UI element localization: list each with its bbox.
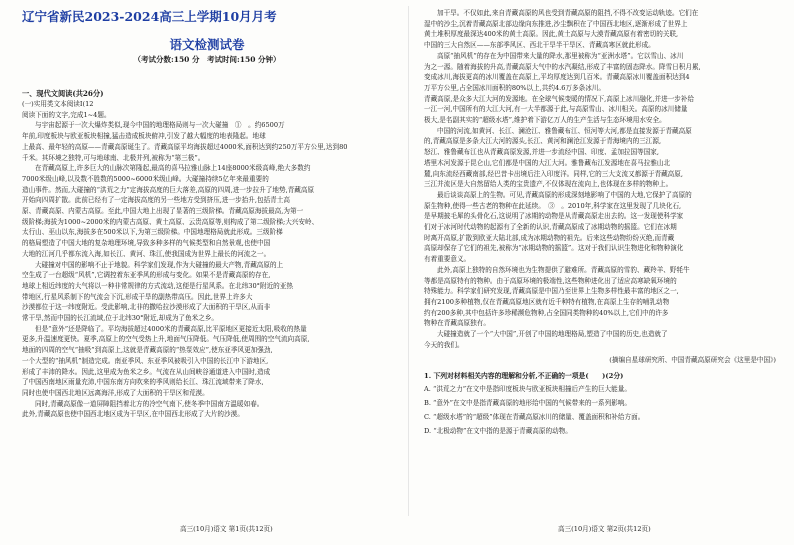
paragraph-line: 加干旱。不仅如此,来自青藏高原的风也受到青藏高原的阻挡,不得不改变运动轨迹。它们在 [437,9,699,17]
paragraph-line: 今天的我们。 [424,340,464,349]
page-1 [22,0,392,545]
paragraph-line: 一江一河,中国所有的大江大河,有一大半都源于此,与高原雪山、冰川相关。高原的冰川储量 [424,105,688,114]
exam-title: 辽宁省新民2023-2024高三上学期10月月考 [22,9,277,24]
paragraph-line: 特殊能力。科学家们研究发现,青藏高原是中国乃至世界上生物多样性最丰富的地区之一, [424,287,679,296]
paragraph-line: 中国的三大自然区——东部季风区、西北干旱半干旱区、青藏高寒区就此形成。 [424,41,655,50]
paragraph-line: 有着重要意义。 [424,255,471,264]
paragraph-line: 最后谈谈高原上的生物。可见,青藏高原的形成深刻地影响了中国的大地,它保护了高原的 [437,190,692,199]
paragraph-line: 同时也使中国西北地区远离海洋,形成了大面积的干旱区和荒漠。 [22,388,209,397]
page-divider [408,6,409,516]
paragraph-line: 中国的河流,如黄河、长江、澜沧江、雅鲁藏布江、恒河等大河,都是直接发源于青藏高原 [437,126,692,135]
paragraph-line: 此外,高原上独特的自然环境也为生物提供了避难所。青藏高原的雪豹、藏羚羊、野牦牛 [437,265,690,274]
paragraph-line: 级阶梯;海拔为1000~2000米的内蒙古高原、黄土高原、云贵高原等,则构成了第二级阶梯;大兴安岭、 [22,217,319,226]
text-line: (一)实用类文本阅读Ⅰ(12 [22,100,94,108]
paragraph-line: 形成了丰沛的降水。因此,这里成为鱼米之乡。气流在从山间峡谷通道进入中国时,造成 [22,367,271,376]
question-option: C. “超级水塔”的“超级”体现在青藏高原冰川的储量、覆盖面积和补给方面。 [424,412,645,421]
paragraph-line: 高原却保存了它们的祖先,被称为“冰期动物的摇篮”。这对于我们认识生物进化和物种演化 [424,244,684,253]
question-1-options [424,382,776,438]
paragraph-line: 青藏高原,是众多大江大河的发源地。在全球气候变暖的情况下,高原上冰川融化,并进一步补给 [424,94,695,103]
paragraph-line: 上最高、最年轻的高原——青藏高原诞生了。青藏高原平均海拔超过4000米,面积达到约250万平方公里,达到80 [22,142,348,151]
paragraph-line: 湿中的沙尘,沉着青藏高原北部边缘向东推进,沙尘飘积在了中国西北地区,逐渐形成了世界上 [424,19,688,28]
paragraph-line: 是早期披毛犀的头骨化石,这说明了冰期的动物是从青藏高原走出去的。这一发现使科学家 [424,212,684,221]
question-option: D. “北极动物”在文中指的是源于青藏高原的动物。 [424,426,572,435]
paragraph-line: 大碰撞造就了一个“大中国”,开创了中国的地理格局,塑造了中国的历史,也造就了 [437,330,668,339]
reading-intro [22,99,392,120]
paragraph-line: 更多,升温速度更快。夏季,高原上的空气受热上升,地面气压降低。气压降低,使周围的空气流向高原, [22,335,310,344]
paragraph-line: 但是“意外”还是降临了。平均海拔超过4000米的青藏高原,比平原地区更接近太阳,吸收的热量 [35,324,307,333]
paragraph-line: 与宇宙起源于一次大爆炸类似,现今中国的地理格局则与一次大碰撞 ① 。约6500万 [35,121,285,130]
page-2 [424,0,776,545]
text-line: 阅读下面的文字,完成1~4题。 [22,110,111,119]
paragraph-line: 空生成了一台超级“风机”,它调控着东亚季风的形成与变化。如果不是青藏高原的存在, [22,271,271,280]
paragraph-line: 沙漠都位于这一纬度附近。受此影响,北非的撒哈拉沙漠形成了大面积的干旱区,从而非 [22,303,271,312]
question-option: A. “洪荒之力”在文中是指印度板块与欧亚板块相撞后产生的巨大能量。 [424,384,631,393]
page-1-footer: 高三(10月)语文 第1页(共12页) [180,525,273,533]
page-2-footer: 高三(10月)语文 第2页(共12页) [558,525,651,533]
paragraph-line: 太行山、巫山以东,海拔多在500米以下,为第三级阶梯。中国地理格局就此形成。三级阶梯 [22,228,283,237]
paragraph-line: 大地的江河几乎都东流入海,如长江、黄河、珠江,使我国成为世界上最长的河流之一。 [22,249,271,258]
paragraph-line: 极大,是名副其实的“超级水塔”,维护着下游亿万人的生产生活与生态环境用水安全。 [424,116,666,125]
paragraph-line: 变成冰川,海拔更高的冰川覆盖在高原上,平均厚度达到几百米。青藏高原冰川覆盖面积达到4 [424,73,690,82]
paragraph-line: 大碰撞对中国的影响不止于地貌。科学家们发现,作为大碰撞的最大产物,青藏高原的上 [35,260,284,269]
reading-passage-part1 [22,120,392,420]
paragraph-line: 物种在青藏高原独有。 [424,319,490,328]
paragraph-line: 地面的四周的空气“抽吸”到高原上,这就是青藏高原的“热泵效应”,使东亚季风更加强劲, [22,346,273,355]
question-1-title: 1. 下列对材料相关内容的理解和分析,不正确的一项是( )(2分) [424,371,624,380]
paragraph-line: 时离开高原,扩散到欧亚大陆北部,成为冰期动物的祖先。后来这些动物纷纷灭绝,而青藏 [424,233,675,242]
paragraph-line: 造山事件。然而,大碰撞的“洪荒之力”定海拔高度的巨大落差,高原的四周,进一步拉升了地势,青藏高原 [22,185,315,194]
exam-subtitle: 语文检测试卷 [169,37,245,52]
paragraph-line: 三江并流区是大自然留给人类的宝贵遗产,不仅体现在流向上,也体现在多样的物种上。 [424,180,673,189]
paragraph-line: 约有200多种,其中包括许多珍稀濒危物种,占全国同类物种的40%以上,它们中的许多 [424,308,669,317]
paragraph-line: 带地区,行星风系制下的气流会下沉,形成干旱的副热带高压。因此,世界上许多大 [22,292,253,301]
paragraph-line: 怒江、雅鲁藏布江也从青藏高原发源,并进一步流经中国、印度、孟加拉国等国家, [424,148,659,157]
section-heading: 一、现代文阅读(共26分) [22,89,104,98]
paragraph-line: 年前,印度板块与欧亚板块相撞,猛击造成板块俯冲,引发了越大幅度的地表隆起。地球 [22,132,266,141]
paragraph-line: 麓,向东流经西藏南部,经巴昔卡出境后注入印度洋。同样,它的三大支流又都源于青藏高原, [424,169,683,178]
paragraph-line: 在青藏高原上,许多巨大的山脉次第隆起,最高的喜马拉雅山脉上14座8000米级高峰,绝大多数约 [35,164,311,173]
paragraph-line: 的格局塑造了中国大地的复杂地理环境,导致多种多样的气候类型和自然景观,也使中国 [22,239,271,248]
paragraph-line: 一个大型的“抽风机”制造完成。南亚季风、东亚季风被吸引入中国的长江中下游地区, [22,356,269,365]
paragraph-line: 塔里木河发源于昆仑山,它们都是中国的大江大河。雅鲁藏布江发源地在喜马拉雅山北 [424,158,671,167]
paragraph-line: 黄土堆积厚度最深达400米的黄土高原。因此,黄土高原与大漠青藏高原有着密切的关联, [424,30,679,39]
paragraph-line: 们对于冰河时代动物的起源有了全新的认识,青藏高原成了冰期动物的摇篮。它们在冰期 [424,223,677,232]
paragraph-line: 此外,青藏高原也使中国西北地区成为干旱区,在中国西北形成了大片的沙漠。 [22,410,244,419]
paragraph-line: 7000米级山峰,以及数不胜数的5000~6000米级山峰。大碰撞持续5亿年来最重要的 [22,174,269,183]
passage-source: (摘编自星球研究所、中国青藏高原研究会《这里是中国》) [609,355,776,364]
question-option: B. “意外”在文中是指青藏高原的地形给中国的气候带来的一系列影响。 [424,398,631,407]
paragraph-line: 的,青藏高原是多条大江大河的源头,长江、黄河和澜沧江发源于青海境内的三江源, [424,137,662,146]
paragraph-line: 等都是高原特有的物种。由于高原环境的极端性,这些物种进化出了适应高寒缺氧环境的 [424,276,677,285]
paragraph-line: 高原“抽风机”的存在为中国带来大量的降水,那里被称为“亚洲水塔”。它以雪山、冰川 [437,51,684,60]
paragraph-line: 同时,青藏高原像一道屏障阻挡着北方的冷空气南下,使冬季中国南方温暖如春。 [35,399,264,408]
paragraph-line: 原生物种,使得一些古老的物种在此延续。 ③ 。2010年,科学家在这里发现了几块化石, [424,201,682,210]
paragraph-line: 开始向四周扩散。此前已经有了一定海拔高度的另一些地方受到挤压,进一步抬升,包括青土高 [22,196,290,205]
paragraph-line: 千米。其环境之独特,可与地球南、北极并列,被称为“第三极”。 [22,153,205,162]
paragraph-line: 常干旱,然而中国的长江流域,位于北纬30°附近,却成为了鱼米之乡。 [22,314,219,323]
paragraph-line: 地球上相近纬度的大气将以一种非常规律的方式流动,这便是行星风系。在北纬30°附近的亚热 [22,281,293,290]
paragraph-line: 拥有2100多种植物,仅在青藏高原地区就有近千种特有植物,在高原上生存的哺乳动物 [424,297,670,306]
reading-passage-part2 [424,8,776,351]
paragraph-line: 了中国西南地区雨量充沛,中国东南方向吹来的季风则给长江、珠江流域带来了降水, [22,378,264,387]
paragraph-line: 为之一源。随着海拔的升高,青藏高原大气中的水汽凝结,形成了丰富的固态降水。降雪日积月累, [424,62,701,71]
exam-info: （考试分数:150 分 考试时间:150 分钟） [133,55,281,64]
paragraph-line: 原、青藏高原、内蒙古高原。至此,中国大地上出现了显著的三级阶梯。青藏高原海拔最高,为第一 [22,207,304,216]
paragraph-line: 万平方公里,占全国冰川面积的80%以上,共约4.6万多条冰川。 [424,83,605,92]
